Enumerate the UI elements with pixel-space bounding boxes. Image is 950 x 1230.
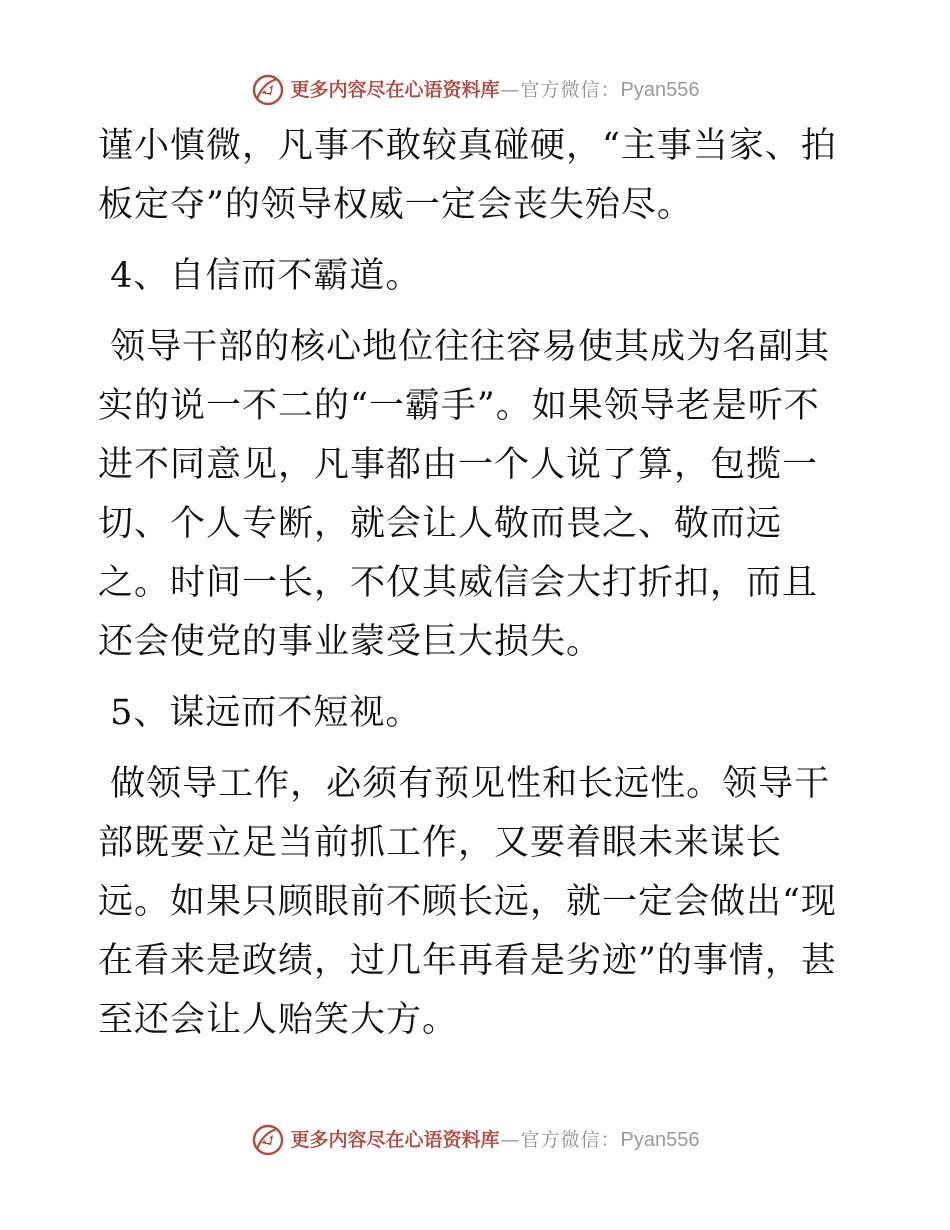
brand-logo-icon [251, 1123, 285, 1157]
paragraph: 做领导工作，必须有预见性和长远性。领导干部既要立足当前抓工作，又要着眼未来谋长远。如果只顾眼前不顾长远，就一定会做出“现在看来是政绩，过几年再看是劣迹”的事情，甚至还会让人贻笑大方。 [98, 764, 837, 1040]
banner-wechat-id: Pyan556 [620, 1129, 700, 1151]
footer-watermark [0, 1120, 950, 1160]
paragraph: 领导干部的核心地位往往容易使其成为名副其实的说一不二的“一霸手”。如果领导老是听不进不同意见，凡事都由一个人说了算，包揽一切、个人专断，就会让人敬而畏之、敬而远之。时间一长，不仅其威信会大打折扣，而且还会使党的事业蒙受巨大损失。 [98, 327, 831, 662]
section-heading: 5、谋远而不短视。 [98, 693, 422, 733]
header-watermark [0, 70, 950, 110]
document-body [98, 117, 852, 1050]
paragraph: 谨小慎微，凡事不敢较真碰硬，“主事当家、拍板定夺”的领导权威一定会丧失殆尽。 [98, 126, 837, 225]
section-heading: 4、自信而不霸道。 [98, 256, 422, 296]
banner-main-text: 更多内容尽在心语资料库 [290, 78, 500, 101]
banner-dash: — [500, 78, 520, 101]
brand-logo-icon [251, 73, 285, 107]
banner-wechat-id: Pyan556 [620, 79, 700, 101]
banner-dash: — [500, 1128, 520, 1151]
banner-sub-text: 官方微信： [520, 78, 621, 101]
banner-main-text: 更多内容尽在心语资料库 [290, 1128, 500, 1151]
banner-sub-text: 官方微信： [520, 1128, 621, 1151]
